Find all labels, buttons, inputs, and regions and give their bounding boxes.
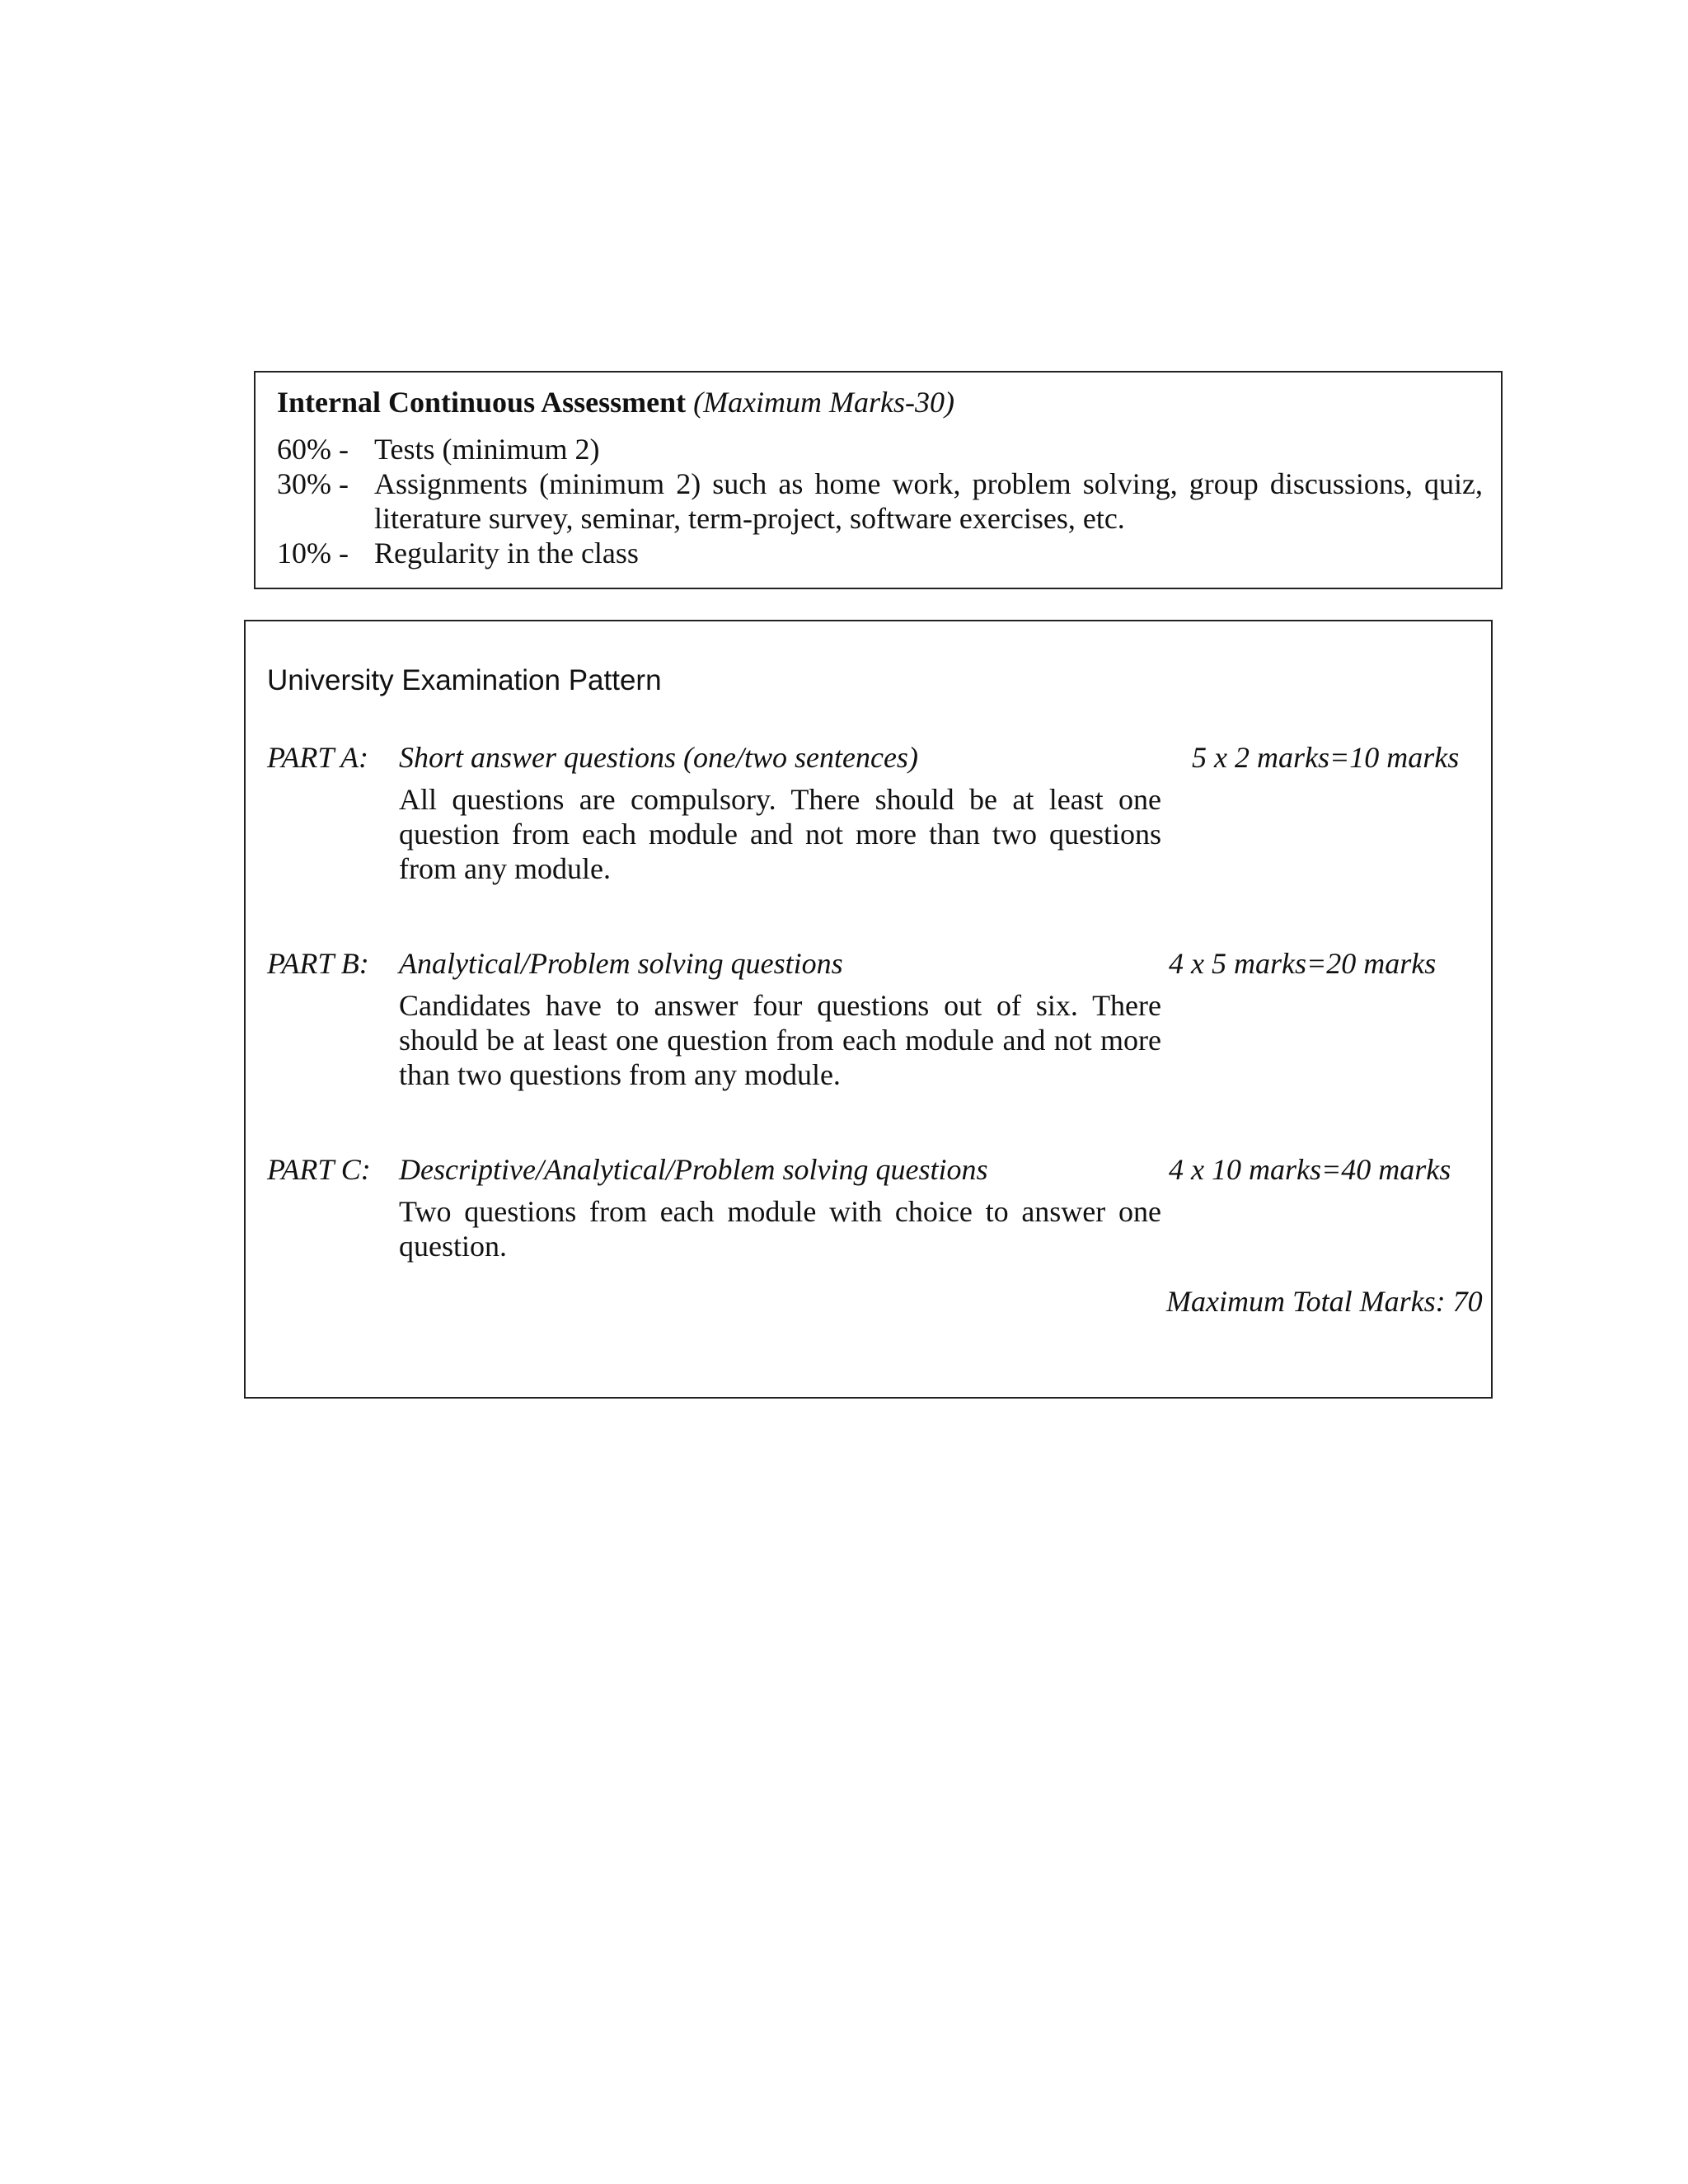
- internal-assessment-heading: [277, 384, 954, 420]
- part-a-question-type: Short answer questions (one/two sentences): [399, 741, 918, 774]
- part-b-description: Candidates have to answer four questions out of six. There should be at least one question from each module and not more than two questions from any module.: [399, 989, 1161, 1091]
- part-c-question-type: Descriptive/Analytical/Problem solving questions: [399, 1153, 988, 1186]
- exam-pattern-box: [244, 620, 1493, 1399]
- part-b-marks: 4 x 5 marks=20 marks: [1169, 947, 1437, 980]
- part-c-description: Two questions from each module with choice to answer one question.: [399, 1195, 1161, 1263]
- part-a-description: All questions are compulsory. There should be at least one question from each module and not more than two questions from any module.: [399, 783, 1161, 885]
- part-c-marks: 4 x 10 marks=40 marks: [1169, 1153, 1451, 1186]
- part-b-question-type: Analytical/Problem solving questions: [399, 947, 843, 980]
- internal-assessment-box: [254, 371, 1503, 589]
- assessment-percent: 60% -: [277, 433, 349, 466]
- maximum-total-marks: Maximum Total Marks: 70: [1166, 1285, 1483, 1318]
- internal-assessment-title: Internal Continuous Assessment: [277, 386, 687, 419]
- part-c-label: PART C:: [267, 1153, 371, 1186]
- part-b-label: PART B:: [267, 947, 369, 980]
- assessment-text: Assignments (minimum 2) such as home work, problem solving, group discussions, quiz, literature survey, seminar, term-project, software exercises, etc.: [374, 467, 1483, 535]
- part-a-marks: 5 x 2 marks=10 marks: [1192, 741, 1460, 774]
- internal-assessment-subtitle: (Maximum Marks-30): [693, 386, 955, 419]
- assessment-text: Regularity in the class: [374, 537, 639, 569]
- part-a-label: PART A:: [267, 741, 369, 774]
- assessment-percent: 30% -: [277, 467, 349, 500]
- assessment-percent: 10% -: [277, 537, 349, 569]
- exam-pattern-title: University Examination Pattern: [267, 664, 662, 696]
- assessment-text: Tests (minimum 2): [374, 433, 600, 466]
